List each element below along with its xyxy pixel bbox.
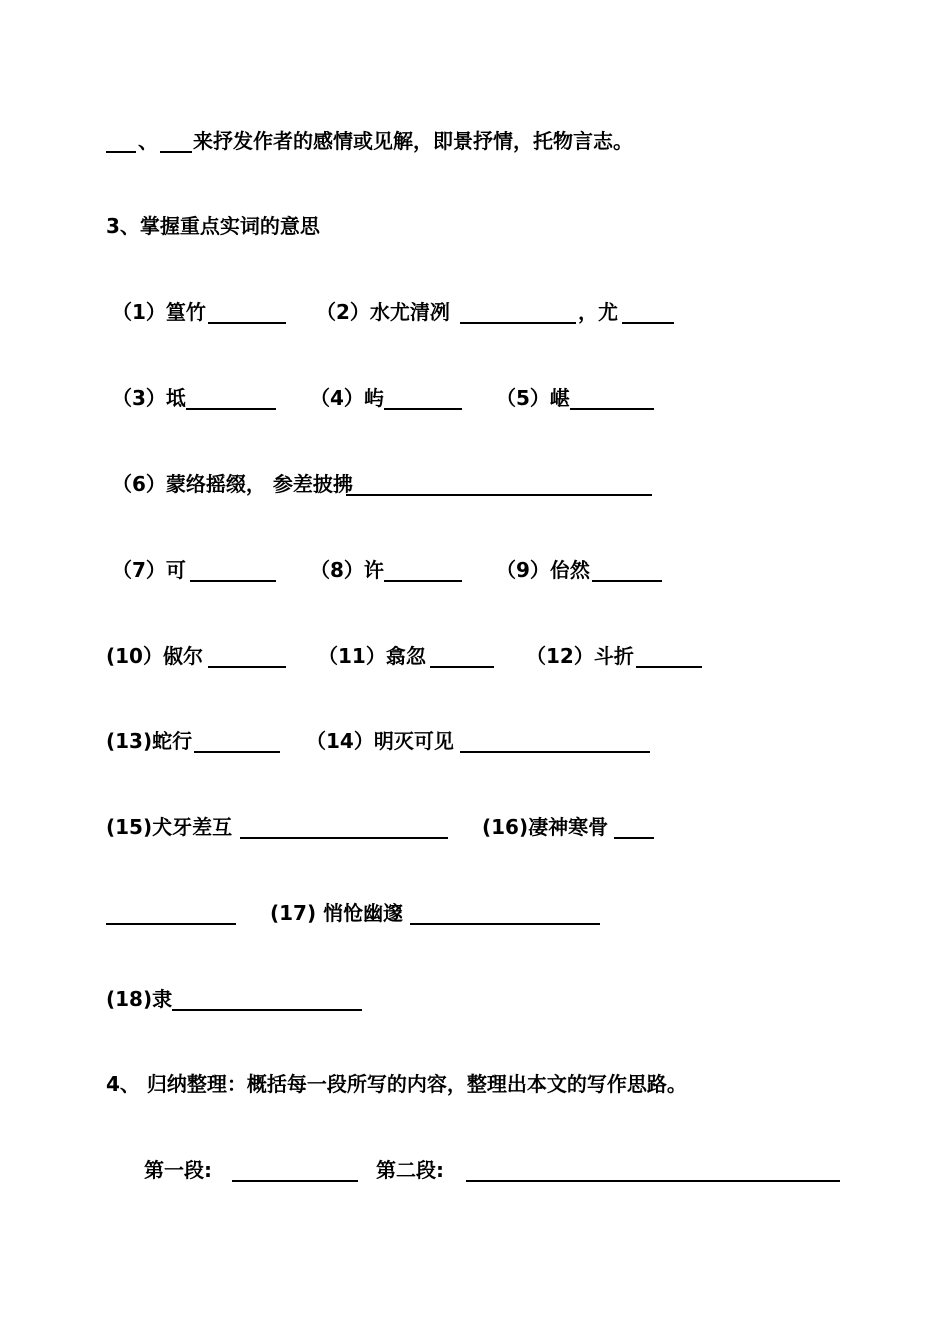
item-6-blank[interactable]: [346, 494, 652, 496]
blank-intro-1[interactable]: [106, 151, 136, 153]
item-5-blank[interactable]: [570, 408, 654, 410]
item-16-blank-continued[interactable]: [106, 923, 236, 925]
item-5-label: （5）嵁: [496, 386, 570, 410]
section-4-heading: 4、 归纳整理：概括每一段所写的内容，整理出本文的写作思路。: [106, 1072, 687, 1096]
item-14-blank[interactable]: [460, 751, 650, 753]
item-12-label: （12）斗折: [526, 644, 634, 668]
item-8-label: （8）许: [310, 558, 384, 582]
paragraph-1-label: 第一段:: [144, 1158, 212, 1182]
item-4-blank[interactable]: [384, 408, 462, 410]
paragraph-1-blank[interactable]: [232, 1180, 358, 1182]
item-2b-blank[interactable]: [622, 322, 674, 324]
item-10-label: (10）俶尔: [106, 644, 203, 668]
item-4-label: （4）屿: [310, 386, 384, 410]
item-6-label: （6）蒙络摇缀， 参差披拂: [112, 472, 353, 496]
paragraph-2-label: 第二段:: [376, 1158, 444, 1182]
item-2b-label: ，尤: [578, 300, 618, 324]
item-16-blank[interactable]: [614, 837, 654, 839]
paragraph-2-blank[interactable]: [466, 1180, 840, 1182]
item-14-label: （14）明灭可见: [306, 729, 454, 753]
item-7-label: （7）可: [112, 558, 186, 582]
intro-connector: 、: [138, 129, 158, 153]
item-12-blank[interactable]: [636, 666, 702, 668]
item-3-blank[interactable]: [186, 408, 276, 410]
item-17-label: (17) 悄怆幽邃: [270, 901, 404, 925]
item-1-blank[interactable]: [208, 322, 286, 324]
item-13-label: (13)蛇行: [106, 729, 193, 753]
item-9-blank[interactable]: [592, 580, 662, 582]
item-16-label: (16)凄神寒骨: [482, 815, 609, 839]
item-2-blank[interactable]: [460, 322, 576, 324]
item-8-blank[interactable]: [384, 580, 462, 582]
item-7-blank[interactable]: [190, 580, 276, 582]
item-18-blank[interactable]: [172, 1009, 362, 1011]
item-9-label: （9）佁然: [496, 558, 590, 582]
section-3-heading: 3、掌握重点实词的意思: [106, 214, 320, 238]
item-3-label: （3）坻: [112, 386, 186, 410]
item-11-label: （11）翕忽: [318, 644, 426, 668]
item-15-label: (15)犬牙差互: [106, 815, 233, 839]
item-18-label: (18)隶: [106, 987, 173, 1011]
item-10-blank[interactable]: [208, 666, 286, 668]
item-2-label: （2）水尤清冽: [316, 300, 450, 324]
item-11-blank[interactable]: [430, 666, 494, 668]
item-17-blank[interactable]: [410, 923, 600, 925]
item-1-label: （1）篁竹: [112, 300, 206, 324]
intro-text: 来抒发作者的感情或见解，即景抒情，托物言志。: [193, 129, 633, 153]
item-13-blank[interactable]: [194, 751, 280, 753]
item-15-blank[interactable]: [240, 837, 448, 839]
blank-intro-2[interactable]: [160, 151, 192, 153]
